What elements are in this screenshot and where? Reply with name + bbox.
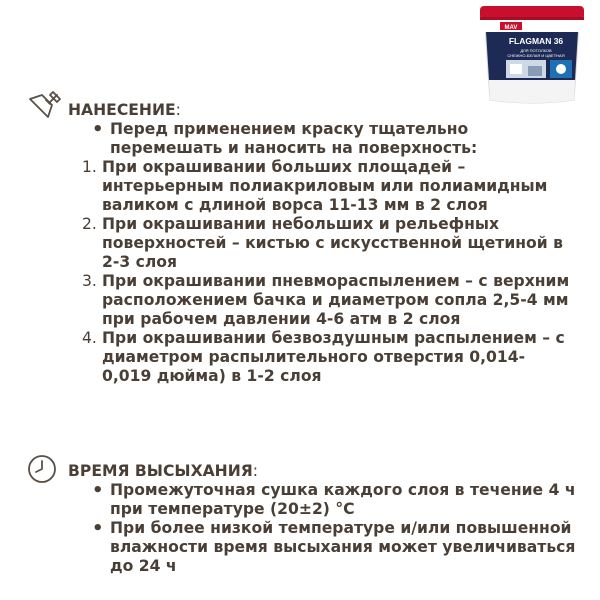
- clock-icon: [26, 453, 58, 485]
- list-item: • Промежуточная сушка каждого слоя в течение 4 ч при температуре (20±2) °С: [92, 480, 576, 518]
- brand-logo: MAV: [504, 25, 518, 31]
- spatula-icon: [26, 88, 62, 124]
- application-intro: • Перед применением краску тщательно перемешать и наносить на поверхность:: [92, 119, 478, 157]
- product-subtitle-2: СНЕЖНО-БЕЛАЯ И ЦВЕТНАЯ: [507, 53, 565, 58]
- application-steps: [82, 158, 572, 386]
- list-item: • При более низкой температуре и/или повышенной влажности время высыхания может увеличиваться до 24 ч: [92, 518, 576, 575]
- product-subtitle-1: ДЛЯ ПОТОЛКОВ: [520, 48, 552, 53]
- list-item: 3. При окрашивании пневмораспылением – с верхним расположением бачка и диаметром сопла 2,5-4 мм при рабочем давлении 4-6 атм в 2 слоя: [82, 272, 570, 328]
- drying-colon: :: [252, 462, 259, 480]
- drying-heading: [68, 461, 258, 481]
- list-item: 4. При окрашивании безвоздушным распылением – с диаметром распылительного отверстия 0,014-0,019 дюйма) в 1-2 слоя: [82, 329, 565, 385]
- list-item: 1. При окрашивании больших площадей – интерьерным полиакриловым или полиамидным валиком с длиной ворса 11-13 мм в 2 слоя: [82, 158, 548, 214]
- application-intro-list: [82, 120, 582, 158]
- product-name: FLAGMAN 36: [508, 36, 564, 46]
- drying-list: [82, 481, 582, 576]
- application-colon: :: [175, 101, 181, 119]
- application-title: НАНЕСЕНИЕ: [68, 101, 176, 119]
- drying-title: ВРЕМЯ ВЫСЫХАНИЯ: [68, 462, 253, 480]
- list-item: 2. При окрашивании небольших и рельефных поверхностей – кистью с искусственной щетиной в 2-3 слоя: [82, 215, 563, 271]
- application-heading: [68, 100, 181, 120]
